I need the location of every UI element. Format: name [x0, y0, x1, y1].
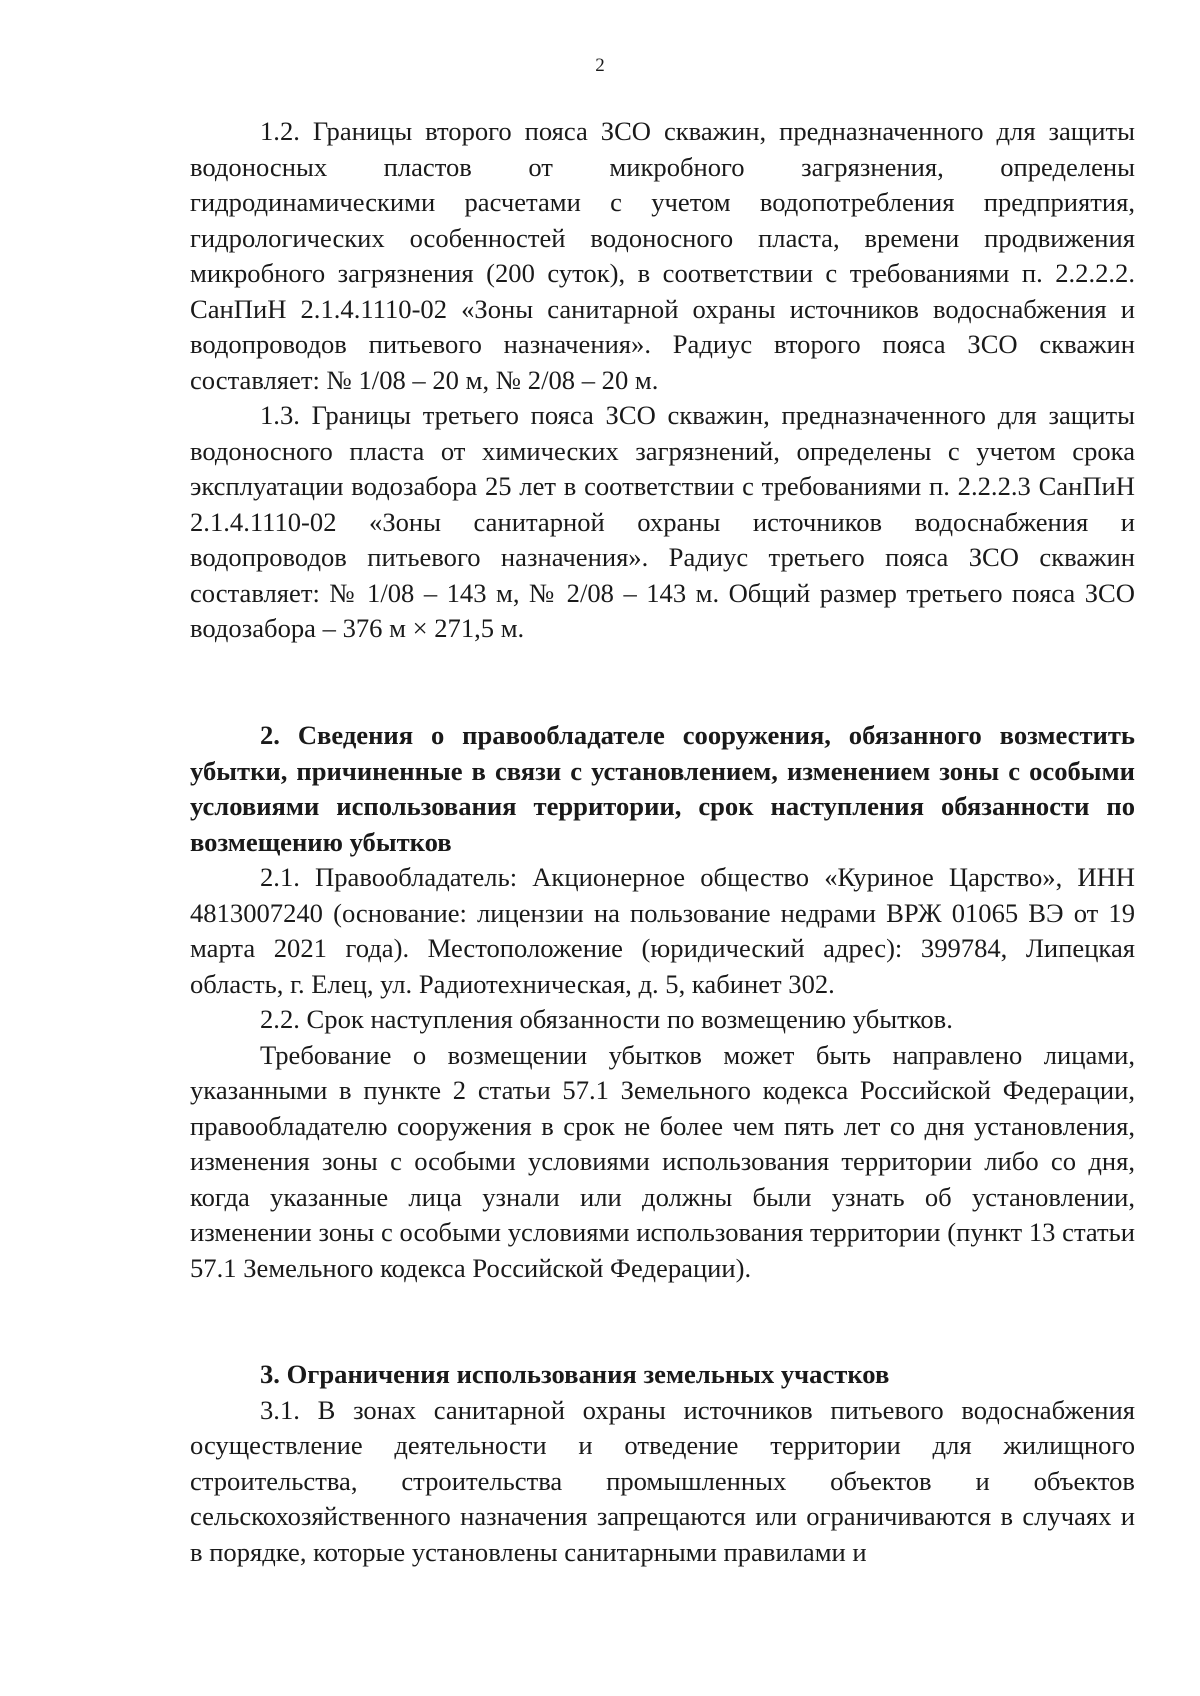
paragraph-2-1: 2.1. Правообладатель: Акционерное общество «Куриное Царство», ИНН 4813007240 (основание: лицензии на пользование недрами ВРЖ 01065 ВЭ от 19 марта 2021 года). Местоположение (юридический адрес): 399784, Липецкая область, г. Елец, ул. Радиотехническая, д. 5, кабинет 302.: [190, 862, 1135, 999]
section-3-heading: 3. Ограничения использования земельных участков: [260, 1359, 890, 1389]
section-3: [190, 1357, 1135, 1570]
paragraph-2-3: Требование о возмещении убытков может быть направлено лицами, указанными в пункте 2 статьи 57.1 Земельного кодекса Российской Федерации, правообладателю сооружения в срок не более чем пять лет со дня установления, изменения зоны с особыми условиями использования территории либо со дня, когда указанные лица узнали или должны были узнать об установлении, изменении зоны с особыми условиями использования территории (пункт 13 статьи 57.1 Земельного кодекса Российской Федерации).: [190, 1039, 1135, 1283]
paragraph-3-1: 3.1. В зонах санитарной охраны источников питьевого водоснабжения осуществление деятельности и отведение территории для жилищного строительства, строительства промышленных объектов и объектов сельскохозяйственного назначения запрещаются или ограничиваются в случаях и в порядке, которые установлены санитарными правилами и: [190, 1394, 1135, 1567]
paragraph-1-3: 1.3. Границы третьего пояса ЗСО скважин, предназначенного для защиты водоносного пласта от химических загрязнений, определены с учетом срока эксплуатации водозабора 25 лет в соответствии с требованиями п. 2.2.2.3 СанПиН 2.1.4.1110-02 «Зоны санитарной охраны источников водоснабжения и водопроводов питьевого назначения». Радиус третьего пояса ЗСО скважин составляет: № 1/08 – 143 м, № 2/08 – 143 м. Общий размер третьего пояса ЗСО водозабора – 376 м × 271,5 м.: [190, 400, 1135, 643]
section-2-heading: 2. Сведения о правообладателе сооружения, обязанного возместить убытки, причиненные в связи с установлением, изменением зоны с особыми условиями использования территории, срок наступления обязанности по возмещению убытков: [190, 720, 1135, 857]
section-2: [190, 718, 1135, 1286]
section-1-continuation: [190, 114, 1135, 647]
paragraph-1-2: 1.2. Границы второго пояса ЗСО скважин, предназначенного для защиты водоносных пластов от микробного загрязнения, определены гидродинамическими расчетами с учетом водопотребления предприятия, гидрологических особенностей водоносного пласта, времени продвижения микробного загрязнения (200 суток), в соответствии с требованиями п. 2.2.2.2. СанПиН 2.1.4.1110-02 «Зоны санитарной охраны источников водоснабжения и водопроводов питьевого назначения». Радиус второго пояса ЗСО скважин составляет: № 1/08 – 20 м, № 2/08 – 20 м.: [190, 116, 1135, 395]
page-number: 2: [595, 55, 605, 76]
paragraph-2-2: 2.2. Срок наступления обязанности по возмещению убытков.: [260, 1004, 953, 1034]
